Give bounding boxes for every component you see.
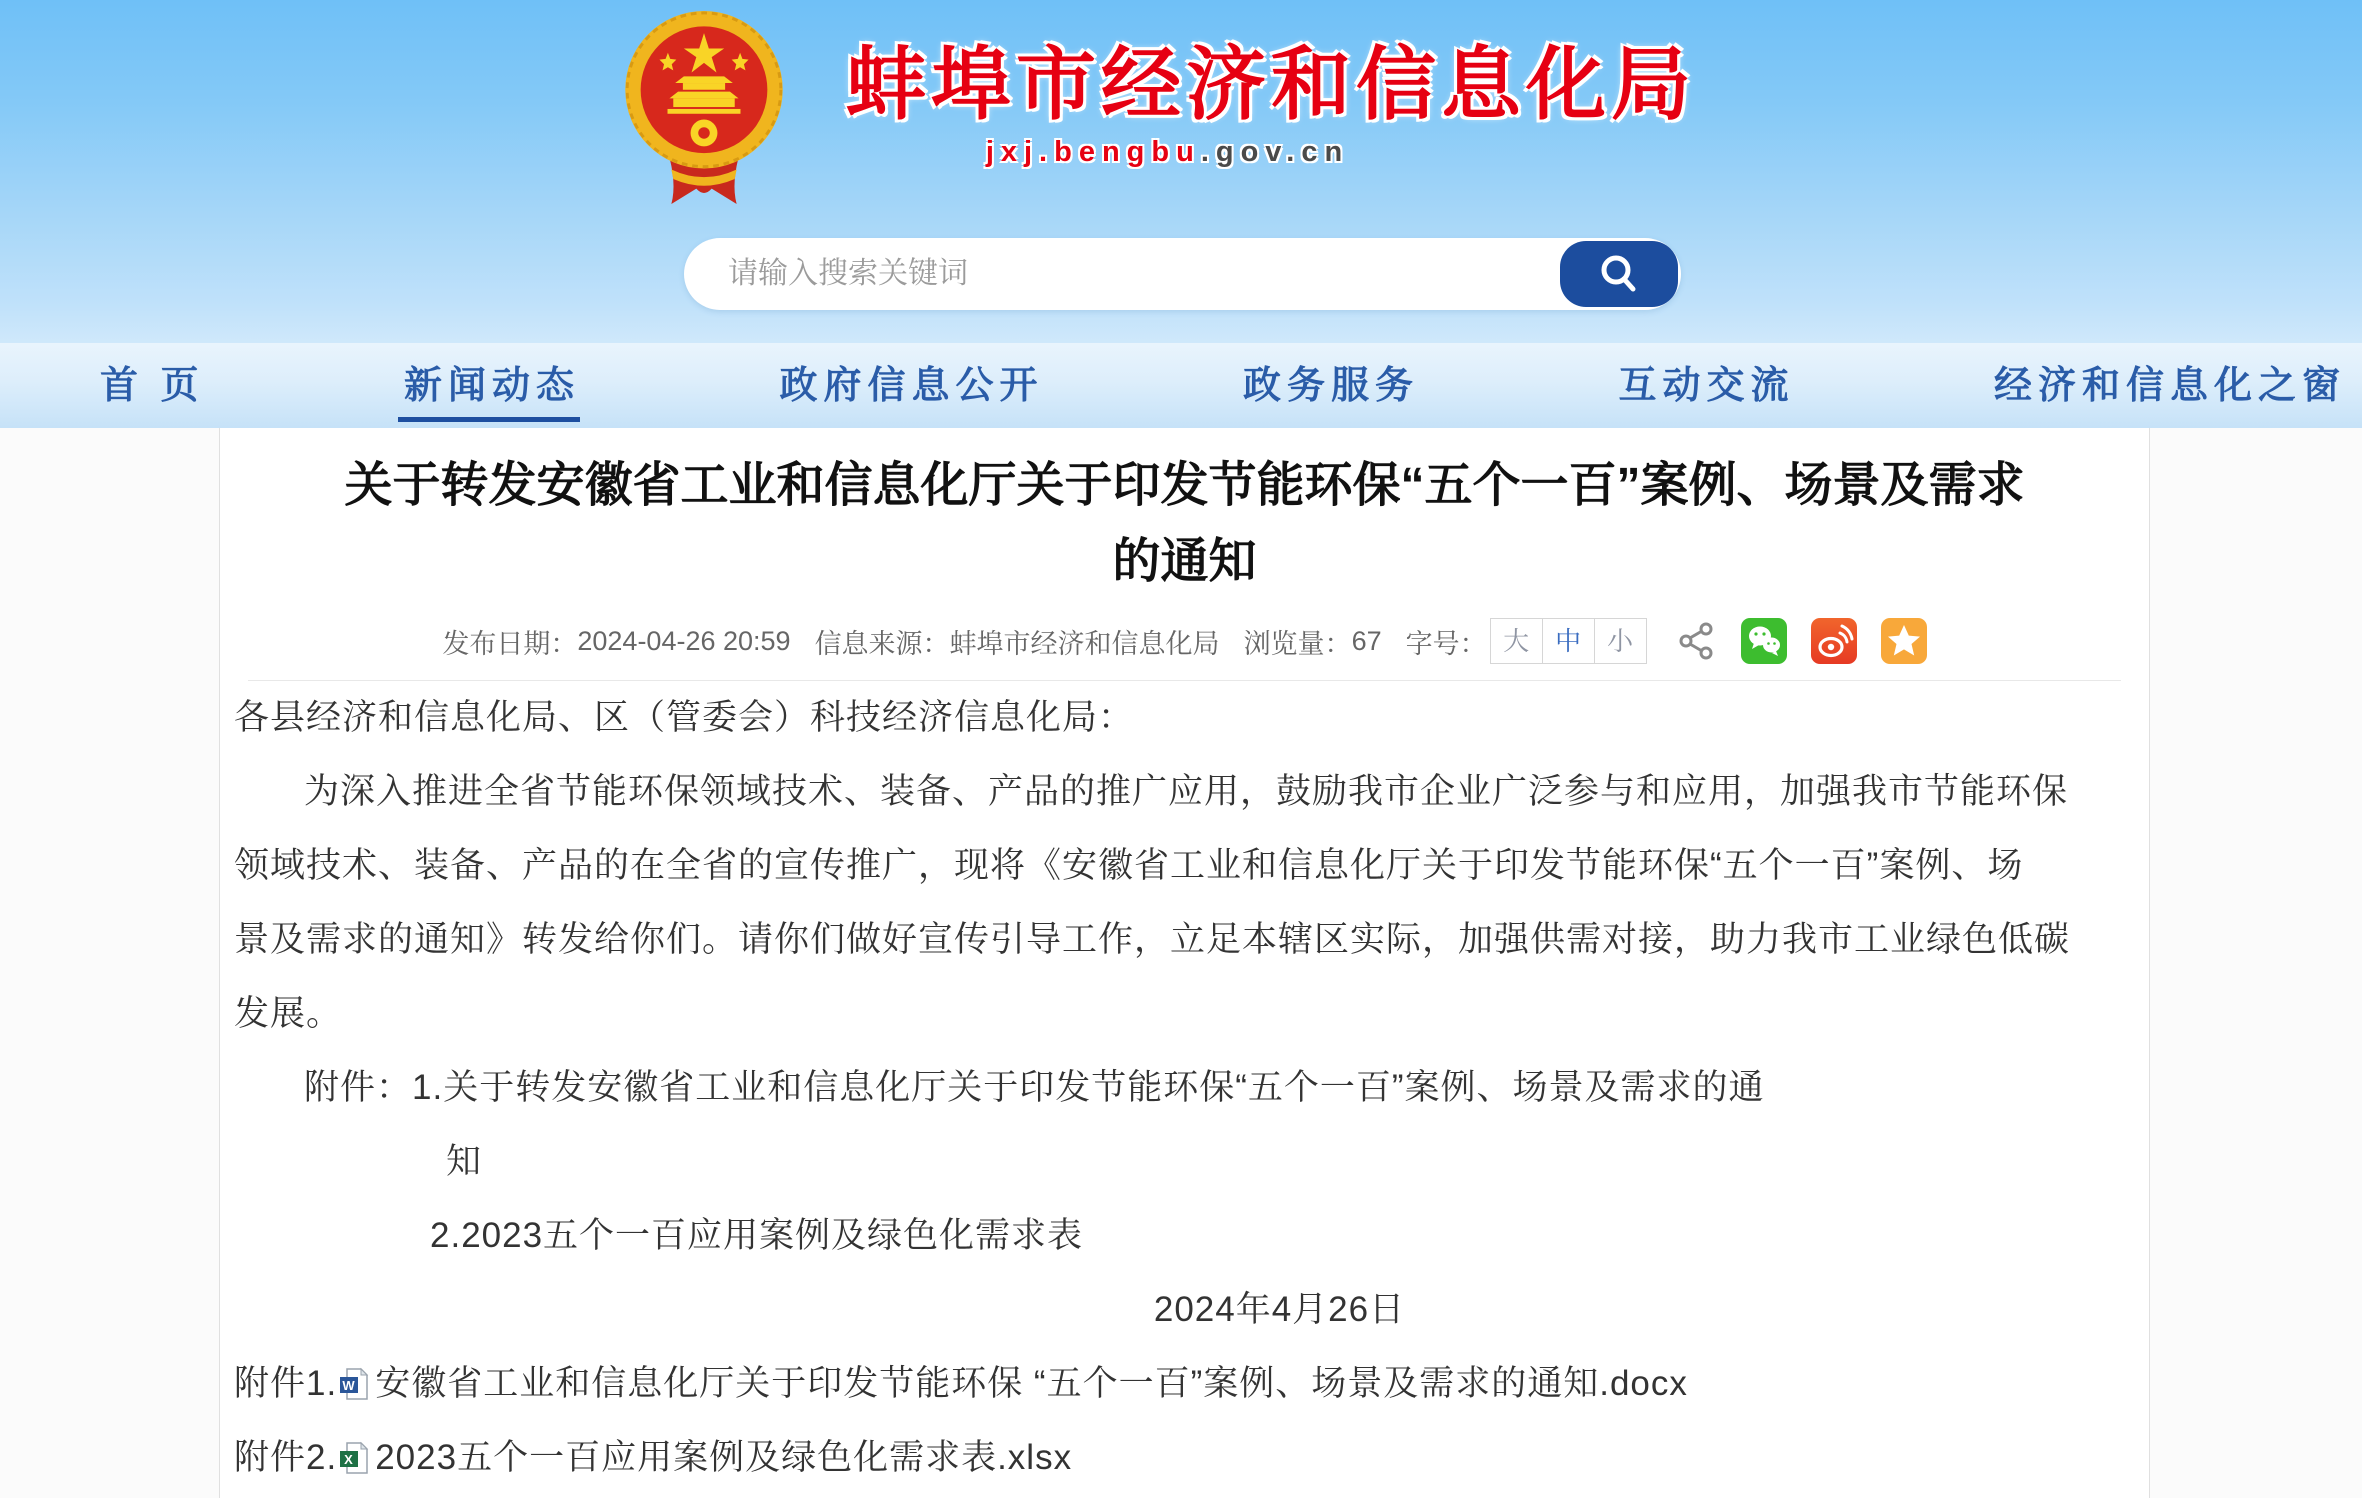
- fontsize-button-group: [1491, 618, 1647, 664]
- weibo-icon: [1814, 621, 1854, 661]
- site-header: [0, 0, 2362, 343]
- view-count: [1244, 622, 1382, 661]
- site-url-suffix: .gov.cn: [1200, 136, 1350, 168]
- article-date: 2024年4月26日: [1153, 1290, 1406, 1329]
- article-meta: [234, 616, 2135, 666]
- share-wechat-button[interactable]: [1741, 618, 1787, 664]
- attachment-prefix: 附件2.: [234, 1438, 338, 1477]
- fontsize-small-button[interactable]: 小: [1594, 618, 1647, 664]
- publish-date-value: 2024-04-26 20:59: [577, 625, 791, 656]
- body-line: 为深入推进全省节能环保领域技术、装备、产品的推广应用，鼓励我市企业广泛参与和应用，加强我市节能环保: [304, 772, 2069, 811]
- excel-file-icon: [339, 1441, 369, 1475]
- main-nav: [0, 343, 2362, 428]
- word-file-icon: [339, 1367, 369, 1401]
- search-button[interactable]: [1560, 241, 1678, 307]
- site-url-domain: jxj.bengbu: [985, 136, 1201, 168]
- publish-date-label: 发布日期：: [442, 628, 578, 659]
- body-line: 领域技术、装备、产品的在全省的宣传推广，现将《安徽省工业和信息化厅关于印发节能环保“五个一百”案例、场: [234, 846, 2024, 885]
- share-qzone-button[interactable]: [1881, 618, 1927, 664]
- wechat-icon: [1744, 621, 1784, 661]
- info-source: [815, 622, 1220, 661]
- share-button[interactable]: [1677, 621, 1717, 661]
- star-icon: [1884, 621, 1924, 661]
- attachment-link-xlsx[interactable]: [234, 1421, 2135, 1495]
- page-content: [0, 428, 2362, 1498]
- article-title-line2: 的通知: [1112, 535, 1257, 588]
- share-weibo-button[interactable]: [1811, 618, 1857, 664]
- nav-item-news[interactable]: 新闻动态: [404, 364, 581, 407]
- search-input[interactable]: [684, 238, 1524, 310]
- nav-item-economy-window[interactable]: 经济和信息化之窗: [1993, 364, 2346, 407]
- search-icon: [1596, 251, 1642, 297]
- nav-item-services[interactable]: 政务服务: [1243, 364, 1420, 407]
- article-title-line1: 关于转发安徽省工业和信息化厅关于印发节能环保“五个一百”案例、场景及需求: [344, 459, 2025, 512]
- fontsize-medium-button[interactable]: 中: [1542, 618, 1595, 664]
- search-bar: [684, 238, 1681, 310]
- nav-item-interaction[interactable]: 互动交流: [1618, 364, 1795, 407]
- fontsize-label: 字号：: [1405, 628, 1487, 659]
- body-line: 各县经济和信息化局、区（管委会）科技经济信息化局：: [234, 698, 1135, 737]
- info-source-value: 蚌埠市经济和信息化局: [949, 628, 1220, 659]
- publish-date: [442, 622, 790, 661]
- article-body: [234, 681, 2135, 1495]
- svg-text:X: X: [344, 1452, 355, 1467]
- attachment-prefix: 附件1.: [234, 1364, 338, 1403]
- body-line: 发展。: [234, 994, 343, 1033]
- attachment-link-docx[interactable]: [234, 1347, 2135, 1421]
- attachment-note-line: 知: [446, 1142, 483, 1181]
- svg-text:W: W: [342, 1378, 356, 1393]
- attachment-note-line: 2.2023五个一百应用案例及绿色化需求表: [430, 1216, 1084, 1255]
- fontsize-large-button[interactable]: 大: [1490, 618, 1543, 664]
- body-line: 景及需求的通知》转发给你们。请你们做好宣传引导工作，立足本辖区实际，加强供需对接，助力我市工业绿色低碳: [234, 920, 2071, 959]
- share-nodes-icon: [1677, 621, 1717, 661]
- article-card: [219, 428, 2150, 1498]
- attachment-note-line: 附件：1.关于转发安徽省工业和信息化厅关于印发节能环保“五个一百”案例、场景及需求的通: [304, 1068, 1765, 1107]
- view-count-value: 67: [1351, 625, 1382, 656]
- info-source-label: 信息来源：: [814, 628, 950, 659]
- site-url: [610, 136, 1725, 169]
- view-count-label: 浏览量：: [1243, 628, 1352, 659]
- nav-item-home[interactable]: 首 页: [100, 364, 205, 407]
- attachment-name: 2023五个一百应用案例及绿色化需求表.xlsx: [375, 1438, 1073, 1477]
- fontsize-control: [1406, 618, 1647, 664]
- attachment-name: 安徽省工业和信息化厅关于印发节能环保 “五个一百”案例、场景及需求的通知.docx: [375, 1364, 1688, 1403]
- national-emblem-logo: [608, 8, 800, 208]
- nav-item-gov-info[interactable]: 政府信息公开: [779, 364, 1044, 407]
- site-title: 蚌埠市经济和信息化局: [846, 40, 1696, 129]
